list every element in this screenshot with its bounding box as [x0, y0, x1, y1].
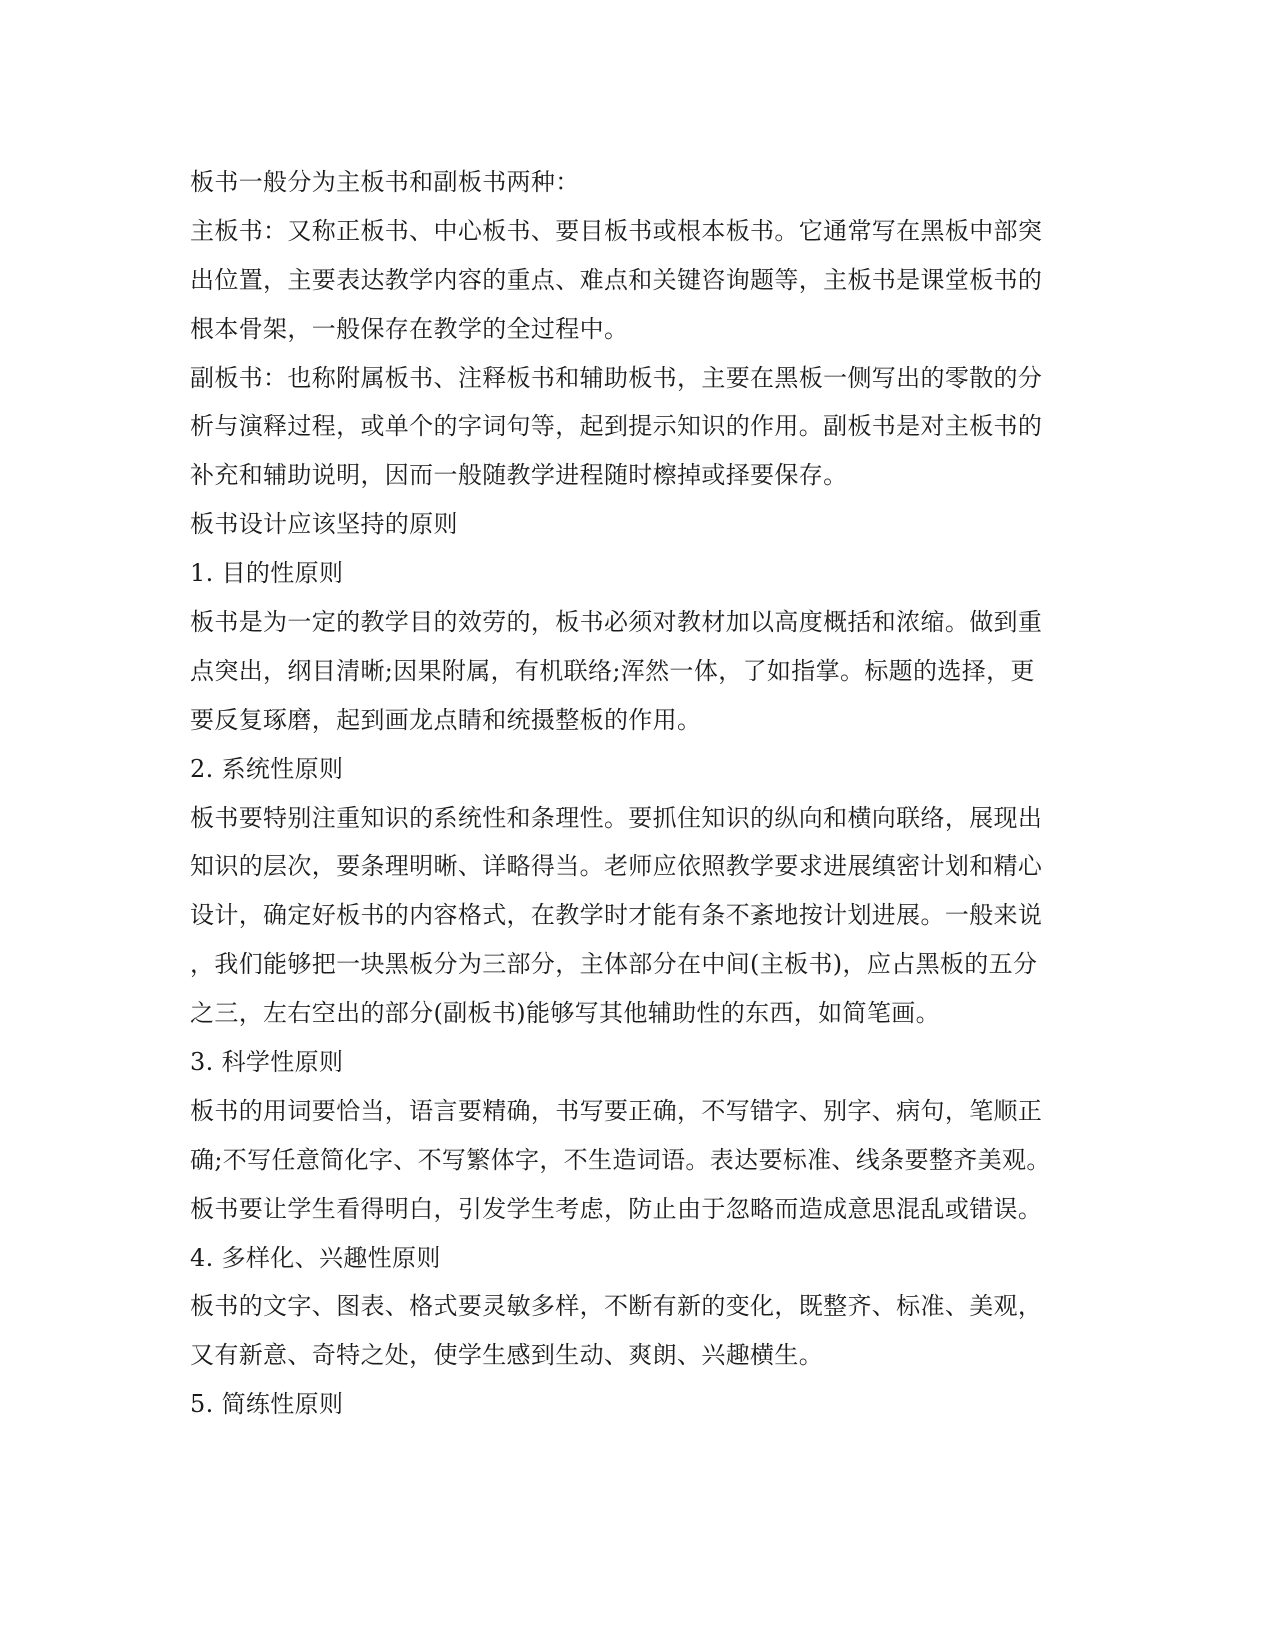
document-body: [190, 158, 1075, 1429]
principle-2-paragraph-line-4: ，我们能够把一块黑板分为三部分，主体部分在中间(主板书)，应占黑板的五分: [190, 950, 1038, 979]
principle-3-heading: 3. 科学性原则: [190, 1048, 344, 1077]
principle-4-paragraph-line-1: 板书的文字、图表、格式要灵敏多样，不断有新的变化，既整齐、标准、美观，: [190, 1292, 1043, 1321]
principle-1-paragraph-line-1: 板书是为一定的教学目的效劳的，板书必须对教材加以高度概括和浓缩。做到重: [190, 608, 1043, 637]
principle-4-paragraph-line-2: 又有新意、奇特之处，使学生感到生动、爽朗、兴趣横生。: [190, 1341, 824, 1370]
main-board-paragraph-line-3: 根本骨架，一般保存在教学的全过程中。: [190, 314, 629, 343]
principle-2-paragraph-line-1: 板书要特别注重知识的系统性和条理性。要抓住知识的纵向和横向联络，展现出: [190, 803, 1043, 832]
principle-3-paragraph-line-1: 板书的用词要恰当，语言要精确，书写要正确，不写错字、别字、病句，笔顺正: [190, 1096, 1043, 1125]
sub-board-paragraph-line-2: 析与演释过程，或单个的字词句等，起到提示知识的作用。副板书是对主板书的: [190, 412, 1043, 441]
principle-5-heading: 5. 简练性原则: [190, 1390, 344, 1419]
principle-1-paragraph-line-2: 点突出，纲目清晰;因果附属，有机联络;浑然一体，了如指掌。标题的选择，更: [190, 656, 1035, 685]
principle-2-paragraph-line-2: 知识的层次，要条理明晰、详略得当。老师应依照教学要求进展缜密计划和精心: [190, 852, 1043, 881]
principle-2-paragraph-line-5: 之三，左右空出的部分(副板书)能够写其他辅助性的东西，如简笔画。: [190, 999, 940, 1028]
main-board-paragraph-line-1: 主板书：又称正板书、中心板书、要目板书或根本板书。它通常写在黑板中部突: [190, 216, 1043, 245]
sub-board-paragraph-line-3: 补充和辅助说明，因而一般随教学进程随时檫掉或择要保存。: [190, 461, 848, 490]
main-board-paragraph-line-2: 出位置，主要表达教学内容的重点、难点和关键咨询题等，主板书是课堂板书的: [190, 265, 1043, 294]
principle-3-paragraph-line-2: 确;不写任意简化字、不写繁体字，不生造词语。表达要标准、线条要整齐美观。: [190, 1145, 1051, 1174]
principles-heading: 板书设计应该坚持的原则: [190, 510, 458, 539]
principle-1-heading: 1. 目的性原则: [190, 559, 344, 588]
principle-2-paragraph-line-3: 设计，确定好板书的内容格式，在教学时才能有条不紊地按计划进展。一般来说: [190, 901, 1043, 930]
principle-4-heading: 4. 多样化、兴趣性原则: [190, 1243, 441, 1272]
principle-3-paragraph-line-3: 板书要让学生看得明白，引发学生考虑，防止由于忽略而造成意思混乱或错误。: [190, 1194, 1043, 1223]
intro-line: 板书一般分为主板书和副板书两种：: [190, 168, 580, 196]
principle-2-heading: 2. 系统性原则: [190, 754, 344, 783]
principle-1-paragraph-line-3: 要反复琢磨，起到画龙点睛和统摄整板的作用。: [190, 705, 702, 734]
sub-board-paragraph-line-1: 副板书：也称附属板书、注释板书和辅助板书，主要在黑板一侧写出的零散的分: [190, 363, 1043, 392]
